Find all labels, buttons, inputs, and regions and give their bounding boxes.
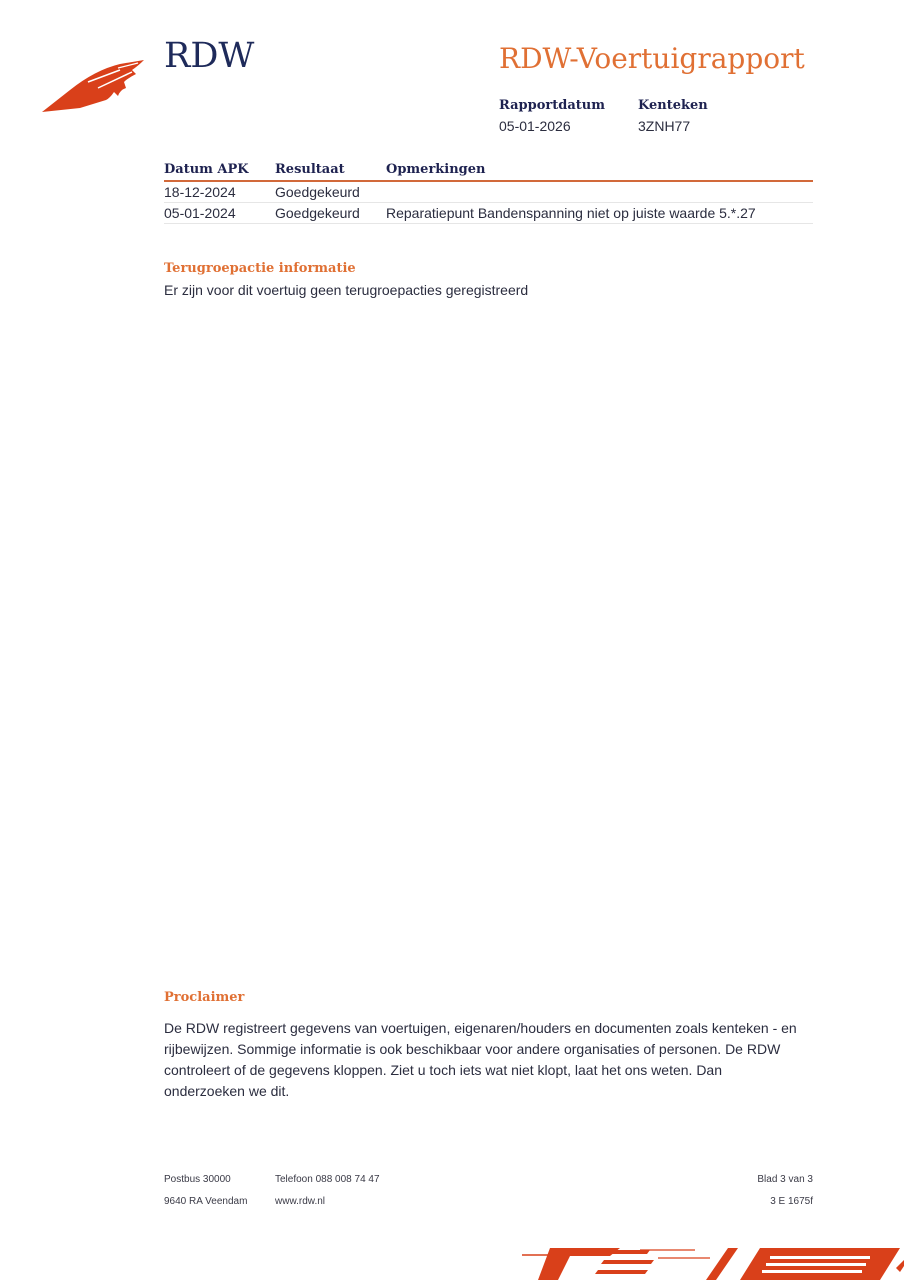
table-row [164, 203, 813, 224]
footer-phone: Telefoon 088 008 74 47 [275, 1174, 380, 1185]
proclaimer-title: Proclaimer [164, 990, 245, 1005]
license-plate-label: Kenteken [638, 98, 708, 113]
recall-text: Er zijn voor dit voertuig geen terugroepacties geregistreerd [164, 282, 529, 298]
column-header-remarks: Opmerkingen [386, 162, 486, 177]
cell-date: 05-01-2024 [164, 205, 236, 221]
footer-website-link[interactable]: www.rdw.nl [275, 1196, 326, 1207]
apk-table [164, 159, 813, 224]
recall-section-title: Terugroepactie informatie [164, 261, 356, 276]
cell-result: Goedgekeurd [275, 184, 360, 200]
table-header [164, 159, 813, 182]
report-date-value: 05-01-2026 [499, 118, 571, 134]
decorative-stripes-icon [520, 1238, 904, 1280]
column-header-date: Datum APK [164, 162, 249, 177]
report-title: RDW-Voertuigrapport [499, 42, 805, 75]
report-date-label: Rapportdatum [499, 98, 605, 113]
cell-remarks: Reparatiepunt Bandenspanning niet op juiste waarde 5.*.27 [386, 205, 756, 221]
cell-date: 18-12-2024 [164, 184, 236, 200]
cell-result: Goedgekeurd [275, 205, 360, 221]
rdw-logo-text: RDW [164, 36, 255, 76]
footer-address-line2: 9640 RA Veendam [164, 1196, 248, 1207]
column-header-result: Resultaat [275, 162, 345, 177]
footer-document-code: 3 E 1675f [770, 1196, 813, 1207]
license-plate-value: 3ZNH77 [638, 118, 691, 134]
footer-page-number: Blad 3 van 3 [757, 1174, 813, 1185]
footer-address-line1: Postbus 30000 [164, 1174, 231, 1185]
proclaimer-text: De RDW registreert gegevens van voertuigen, eigenaren/houders en documenten zoals kenteken - en rijbewijzen. Sommige informatie is ook beschikbaar voor andere organisaties of personen. De RDW controleert of de gegevens kloppen. Ziet u toch iets wat niet klopt, laat het ons weten. Dan onderzoeken we dit. [164, 1020, 797, 1099]
rdw-feather-logo-icon [40, 52, 150, 114]
table-row [164, 182, 813, 203]
